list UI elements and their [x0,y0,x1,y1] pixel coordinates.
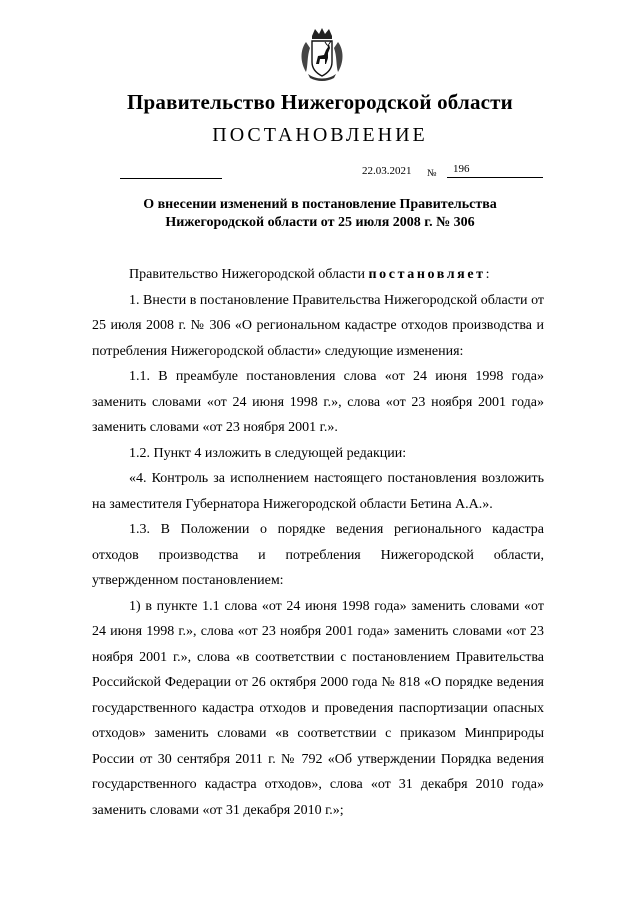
subject-line-1: О внесении изменений в постановление Правительства [143,197,497,212]
paragraph-1-2: 1.2. Пункт 4 изложить в следующей редакции: [129,445,407,461]
number-sign: № [427,168,437,179]
subject-line-2: Нижегородской области от 25 июля 2008 г. № 306 [165,215,475,230]
coat-of-arms-icon [298,26,346,82]
document-subject [90,196,550,232]
document-body [92,262,544,823]
document-number-field [447,163,543,178]
paragraph-1-3: 1.3. В Положении о порядке ведения регионального кадастра отходов производства и потребления Нижегородской области, утвержденном постановлением: [92,522,544,588]
intro-keyword: постановляет [368,267,486,282]
intro-paragraph [92,262,544,288]
paragraph-1-1: 1.1. В преамбуле постановления слова «от 24 июня 1998 года» заменить словами «от 24 июня 1998 г.», слова «от 23 ноября 2001 года» заменить словами «от 23 ноября 2001 г.». [92,369,544,435]
paragraph-1: 1. Внести в постановление Правительства Нижегородской области от 25 июля 2008 г. № 306 «О региональном кадастре отходов производства и потребления Нижегородской области» следующие изменения: [92,292,544,359]
paragraph-1-3-item-1: 1) в пункте 1.1 слова «от 24 июня 1998 года» заменить словами «от 24 июня 1998 г.», слова «от 23 ноября 2001 года» заменить словами «от 23 ноября 2001 г.», слова «в соответствии с постановлением Правительства Российской Федерации от 26 октября 2000 года № 818 «О порядке ведения государственного кадастра отходов и проведения паспортизации опасных отходов» заменить словами «в соответствии с приказом Минприроды России от 30 сентября 2011 г. № 792 «Об утверждении Порядка ведения государственного кадастра отходов», слова «от 31 декабря 2010 года» заменить словами «от 31 декабря 2010 г.»; [92,598,544,818]
document-type-title: ПОСТАНОВЛЕНИЕ [212,124,428,146]
intro-end: : [485,267,490,282]
paragraph-1-2-text: «4. Контроль за исполнением настоящего постановления возложить на заместителя Губернатора Нижегородской области Бетина А.А.». [92,471,544,512]
document-date: 22.03.2021 [362,165,412,177]
blank-line [120,178,222,179]
intro-text: Правительство Нижегородской области [129,267,369,282]
government-name: Правительство Нижегородской области [127,90,513,114]
document-number: 196 [453,163,470,175]
